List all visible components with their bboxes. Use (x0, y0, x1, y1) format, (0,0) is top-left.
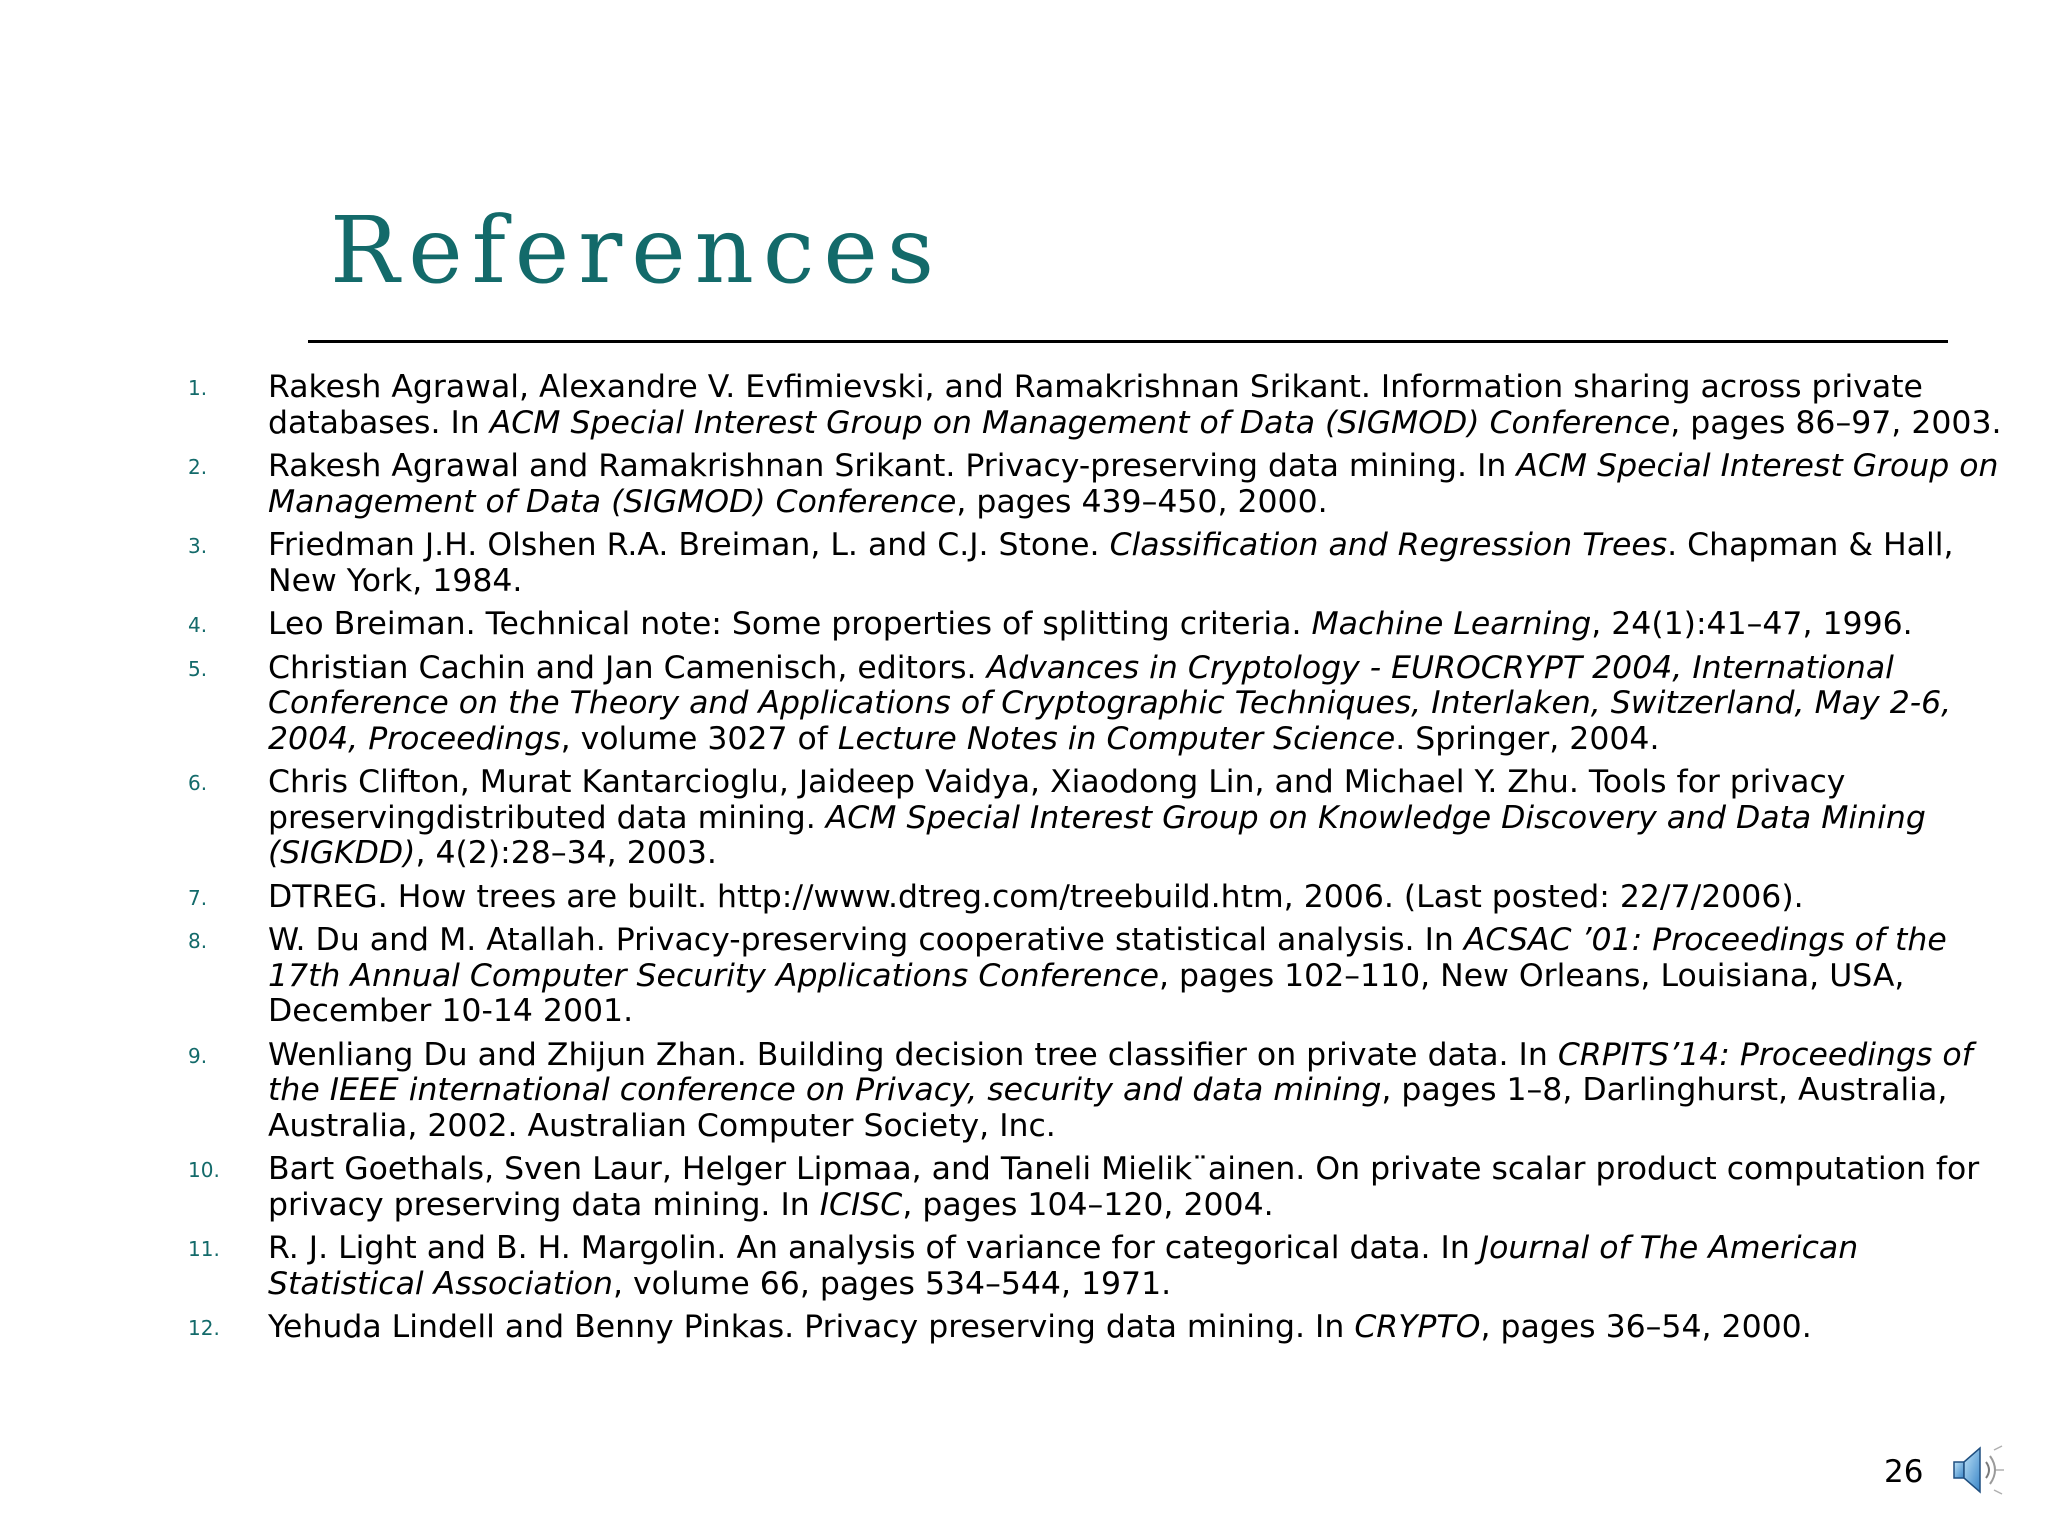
reference-number: 7. (188, 885, 208, 910)
reference-item (188, 449, 2018, 520)
reference-item (188, 528, 2018, 599)
reference-segment: Chris Clifton, Murat Kantarcioglu, Jaideep Vaidya, Xiaodong Lin, and Michael Y. Zhu. Tools for privacy preservingdistributed data mining. (268, 764, 1846, 836)
reference-segment: Rakesh Agrawal and Ramakrishnan Srikant. Privacy-preserving data mining. In (268, 448, 1517, 484)
reference-list (188, 370, 2018, 1354)
reference-item (188, 370, 2018, 441)
reference-item (188, 1231, 2018, 1302)
reference-venue: Lecture Notes in Computer Science (837, 720, 1396, 757)
reference-text (268, 1151, 1979, 1223)
reference-text (268, 879, 1804, 915)
reference-item (188, 1152, 2018, 1223)
reference-text (268, 1037, 1973, 1144)
reference-number: 5. (188, 656, 208, 681)
reference-item (188, 923, 2018, 1030)
reference-text (268, 606, 1913, 642)
reference-text (268, 1230, 1858, 1302)
reference-venue: Advances in Cryptology - EUROCRYPT 2004, International Conference on the Theory and Applications of Cryptographic Techniques, Interlaken, Switzerland, May 2-6, 2004, Proceedings (268, 649, 1952, 757)
reference-segment: , pages 86–97, 2003. (1670, 404, 2002, 441)
reference-number: 1. (188, 376, 208, 400)
reference-venue: Journal of The American Statistical Association (268, 1230, 1859, 1302)
reference-segment: , pages 102–110, New Orleans, Louisiana, USA, December 10-14 2001. (268, 957, 1905, 1029)
reference-segment: , pages 439–450, 2000. (956, 483, 1328, 520)
reference-segment: , volume 66, pages 534–544, 1971. (613, 1265, 1172, 1302)
reference-item (188, 1038, 2018, 1145)
reference-venue: ACM Special Interest Group on Management of Data (SIGMOD) Conference (489, 404, 1671, 441)
reference-number: 4. (188, 613, 208, 637)
reference-number: 9. (188, 1043, 208, 1068)
reference-segment: . Chapman & Hall, New York, 1984. (268, 527, 1954, 599)
reference-number: 2. (188, 455, 208, 479)
reference-number: 8. (188, 929, 208, 953)
reference-number: 11. (188, 1237, 220, 1261)
reference-text (268, 448, 1999, 520)
reference-number: 3. (188, 534, 208, 558)
speaker-icon[interactable] (1950, 1440, 2006, 1500)
reference-segment: R. J. Light and B. H. Margolin. An analysis of variance for categorical data. In (268, 1230, 1480, 1266)
reference-segment: . Springer, 2004. (1395, 720, 1660, 757)
reference-segment: Yehuda Lindell and Benny Pinkas. Privacy preserving data mining. In (268, 1309, 1355, 1345)
reference-venue: ACSAC ’01: Proceedings of the 17th Annual Computer Security Applications Conference (268, 922, 1947, 994)
reference-venue: Classification and Regression Trees (1109, 527, 1668, 563)
page-number: 26 (1884, 1454, 1924, 1490)
reference-item (188, 765, 2018, 872)
reference-segment: Christian Cachin and Jan Camenisch, editors. (268, 649, 987, 686)
title-divider (308, 340, 1948, 343)
reference-text (268, 764, 1926, 871)
reference-segment: , 4(2):28–34, 2003. (415, 835, 717, 871)
reference-text (268, 922, 1947, 1029)
reference-item (188, 1310, 2018, 1346)
reference-venue: ICISC (819, 1186, 903, 1223)
reference-number: 12. (188, 1316, 220, 1340)
reference-item (188, 880, 2018, 916)
reference-venue: Machine Learning (1311, 606, 1592, 642)
reference-text (268, 1309, 1812, 1345)
reference-segment: Rakesh Agrawal, Alexandre V. Evfimievski, and Ramakrishnan Srikant. Information sharing across private databases. In (268, 369, 1923, 441)
reference-segment: Leo Breiman. Technical note: Some properties of splitting criteria. (268, 606, 1312, 642)
reference-number: 6. (188, 771, 208, 795)
slide-title: References (330, 197, 944, 304)
reference-segment: DTREG. How trees are built. http://www.dtreg.com/treebuild.htm, 2006. (Last posted: 22/7/2006). (268, 878, 1804, 915)
reference-segment: , 24(1):41–47, 1996. (1591, 606, 1913, 642)
reference-segment: Bart Goethals, Sven Laur, Helger Lipmaa, and Taneli Mielik¨ainen. On private scalar product computation for privacy preserving data mining. In (268, 1151, 1980, 1223)
reference-segment: , pages 36–54, 2000. (1480, 1309, 1812, 1345)
reference-segment: Friedman J.H. Olshen R.A. Breiman, L. and C.J. Stone. (268, 527, 1110, 563)
reference-item (188, 651, 2018, 758)
reference-segment: , pages 104–120, 2004. (902, 1186, 1274, 1223)
reference-text (268, 650, 1951, 757)
reference-segment: Wenliang Du and Zhijun Zhan. Building decision tree classifier on private data. In (268, 1036, 1558, 1073)
reference-segment: , pages 1–8, Darlinghurst, Australia, Australia, 2002. Australian Computer Society, Inc. (268, 1072, 1948, 1144)
reference-venue: CRPITS’14: Proceedings of the IEEE international conference on Privacy, security and data mining (268, 1036, 1973, 1108)
reference-venue: ACM Special Interest Group on Management of Data (SIGMOD) Conference (268, 448, 1999, 520)
reference-segment: W. Du and M. Atallah. Privacy-preserving cooperative statistical analysis. In (268, 922, 1464, 958)
reference-item (188, 607, 2018, 643)
reference-text (268, 369, 2002, 441)
reference-segment: , volume 3027 of (560, 720, 838, 757)
reference-number: 10. (188, 1158, 220, 1182)
reference-text (268, 527, 1953, 599)
reference-venue: ACM Special Interest Group on Knowledge Discovery and Data Mining (SIGKDD) (268, 799, 1926, 871)
reference-venue: CRYPTO (1354, 1309, 1481, 1345)
